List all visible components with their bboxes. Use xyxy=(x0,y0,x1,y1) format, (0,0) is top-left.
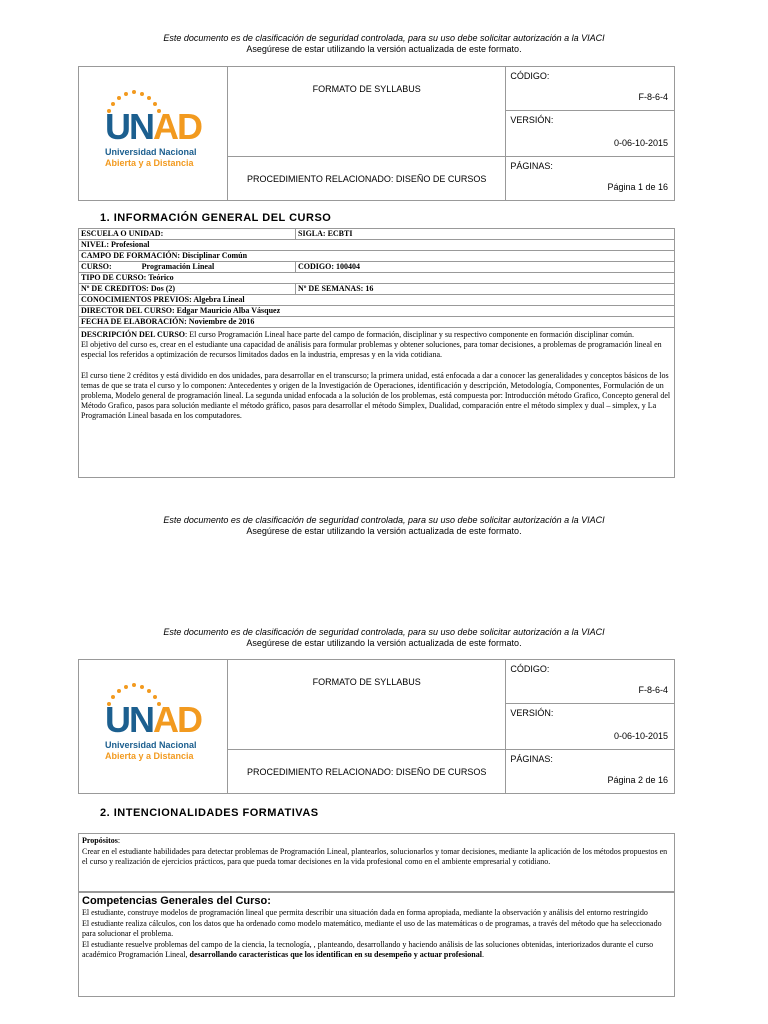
security-notice xyxy=(0,33,768,55)
version-cell xyxy=(506,111,675,157)
security-notice-page2 xyxy=(0,627,768,649)
description-cell xyxy=(79,328,675,478)
sigla-cell: SIGLA: ECBTI xyxy=(296,229,675,240)
section-1-title: 1. INFORMACIÓN GENERAL DEL CURSO xyxy=(100,212,332,224)
unad-logo xyxy=(101,682,211,772)
conocimientos-cell: CONOCIMIENTOS PREVIOS: Algebra Lineal xyxy=(79,295,675,306)
syllabus-header-table-page2 xyxy=(78,659,675,794)
logo-cell xyxy=(79,67,228,201)
escuela-cell: ESCUELA O UNIDAD: xyxy=(79,229,296,240)
code-label: CÓDIGO: xyxy=(510,71,550,81)
logo-line-2: Universidad Nacional xyxy=(105,146,197,157)
notice-line-2: Asegúrese de estar utilizando la versión actualizada de este formato. xyxy=(246,526,522,536)
pages-label: PÁGINAS: xyxy=(510,754,553,764)
logo-cell xyxy=(79,660,228,794)
code-cell xyxy=(506,660,675,704)
pages-value: Página 2 de 16 xyxy=(607,775,668,785)
version-value: 0-06-10-2015 xyxy=(613,731,668,741)
campo-cell: CAMPO DE FORMACIÓN: Disciplinar Común xyxy=(79,251,675,262)
pages-cell xyxy=(506,750,675,794)
pages-cell xyxy=(506,157,675,201)
code-value: F-8-6-4 xyxy=(638,92,668,102)
version-label: VERSIÓN: xyxy=(510,115,554,125)
code-cell xyxy=(506,67,675,111)
notice-line-2: Asegúrese de estar utilizando la versión actualizada de este formato. xyxy=(246,638,522,648)
format-title: FORMATO DE SYLLABUS xyxy=(227,660,505,704)
description-p2: El objetivo del curso es, crear en el estudiante una capacidad de análisis para formular problemas y obtener soluciones, para tomar decisiones, a problemas de programación lineal en especial los referidos a optimización de recursos limitados dados en la industria, empresas y en la vida cotidiana. xyxy=(81,340,662,359)
semanas-cell: Nº DE SEMANAS: 16 xyxy=(296,284,675,295)
unad-logo xyxy=(101,89,211,179)
format-title: FORMATO DE SYLLABUS xyxy=(227,67,505,111)
logo-wordmark: UNAD xyxy=(105,698,201,740)
logo-line-3: Abierta y a Distancia xyxy=(105,750,194,761)
security-notice-footer xyxy=(0,515,768,537)
logo-line-2: Universidad Nacional xyxy=(105,739,197,750)
pages-label: PÁGINAS: xyxy=(510,161,553,171)
propositos-text: Crear en el estudiante habilidades para detectar problemas de Programación Lineal, plantearlos, solucionarlos y tomar decisiones, mediante la aplicación de los métodos propuestos en el curso y realización de ejercicios prácticos, para que pueda tomar decisiones en la vida profesional como en el ambiente empresarial y cotidiano. xyxy=(82,846,668,867)
curso-cell: CURSO: Programación Lineal xyxy=(79,262,296,273)
notice-line-1: Este documento es de clasificación de seguridad controlada, para su uso debe solicitar autorización a la VIACI xyxy=(163,627,605,637)
description-p1: : El curso Programación Lineal hace parte del campo de formación, disciplinar y su respectivo componente en formación disciplinar común. xyxy=(185,330,634,339)
pages-value: Página 1 de 16 xyxy=(607,182,668,192)
competencia-1: El estudiante, construye modelos de programación lineal que permita describir una situación dada en forma apropiada, mediante la observación y análisis del entorno restringido xyxy=(82,908,648,917)
code-value: F-8-6-4 xyxy=(638,685,668,695)
format-spacer xyxy=(227,111,505,157)
procedure-title: PROCEDIMIENTO RELACIONADO: DISEÑO DE CURSOS xyxy=(227,750,505,794)
description-label: DESCRIPCIÓN DEL CURSO xyxy=(81,330,186,339)
procedure-title: PROCEDIMIENTO RELACIONADO: DISEÑO DE CURSOS xyxy=(227,157,505,201)
description-p3: El curso tiene 2 créditos y está dividido en dos unidades, para desarrollar en el transcurso; la primera unidad, está enfocada a dar a conocer las generalidades y conceptos básicos de los temas de que se trata el curso y lo componen: Antecedentes y origen de la Investigación de Operaciones, identificación y descripción, Metodología, Componentes, Formulación de un problema, Modelo general de programación lineal. La segunda unidad enfocada a la solución de los problemas, está compuesta por: Introducción método Grafico, Concepto general del Método Grafico, pasos para solución mediante el método gráfico, pasos para desarrollar el método Simplex, Dualidad, comparación entre el método simplex y dual – simplex, y La Programación Lineal basada en los computadores. xyxy=(81,371,671,420)
syllabus-header-table xyxy=(78,66,675,201)
director-cell: DIRECTOR DEL CURSO: Edgar Mauricio Alba Vásquez xyxy=(79,306,675,317)
competencias-cell xyxy=(79,892,675,997)
fecha-cell: FECHA DE ELABORACIÓN: Noviembre de 2016 xyxy=(79,317,675,328)
competencias-table xyxy=(78,891,675,997)
format-spacer xyxy=(227,704,505,750)
competencias-title: Competencias Generales del Curso: xyxy=(82,895,271,907)
competencia-2: El estudiante realiza cálculos, con los datos que ha ordenado como modelo matemático, mediante el uso de las matemáticas o de programas, a través del método que ha seleccionado para solucionar el problema. xyxy=(82,918,662,939)
notice-line-1: Este documento es de clasificación de seguridad controlada, para su uso debe solicitar autorización a la VIACI xyxy=(163,515,605,525)
logo-line-3: Abierta y a Distancia xyxy=(105,157,194,168)
notice-line-1: Este documento es de clasificación de seguridad controlada, para su uso debe solicitar autorización a la VIACI xyxy=(163,33,605,43)
propositos-label: Propósitos xyxy=(82,836,118,845)
propositos-cell: Propósitos: Crear en el estudiante habilidades para detectar problemas de Programación Lineal, plantearlos, solucionarlos y tomar decisiones, mediante la aplicación de los métodos propuestos en el curso y realización de ejercicios prácticos, para que pueda tomar decisiones en la vida profesional como en el ambiente empresarial y cotidiano. xyxy=(79,834,675,893)
notice-line-2: Asegúrese de estar utilizando la versión actualizada de este formato. xyxy=(246,44,522,54)
version-value: 0-06-10-2015 xyxy=(613,138,668,148)
version-label: VERSIÓN: xyxy=(510,708,554,718)
codigo-cell: CODIGO: 100404 xyxy=(296,262,675,273)
course-info-table xyxy=(78,228,675,478)
competencia-3: El estudiante resuelve problemas del campo de la ciencia, la tecnología, , planteando, desarrollando y haciendo análisis de las soluciones obtenidas, interiorizados durante el curso académico Programación Lineal, desarrollando características que los identifican en su desempeño y actuar profesional. xyxy=(82,939,654,960)
nivel-cell: NIVEL: Profesional xyxy=(79,240,675,251)
section-2-title: 2. INTENCIONALIDADES FORMATIVAS xyxy=(100,807,319,819)
propositos-table xyxy=(78,833,675,893)
code-label: CÓDIGO: xyxy=(510,664,550,674)
tipo-cell: TIPO DE CURSO: Teórico xyxy=(79,273,675,284)
creditos-cell: Nº DE CREDITOS: Dos (2) xyxy=(79,284,296,295)
version-cell xyxy=(506,704,675,750)
logo-wordmark: UNAD xyxy=(105,105,201,147)
